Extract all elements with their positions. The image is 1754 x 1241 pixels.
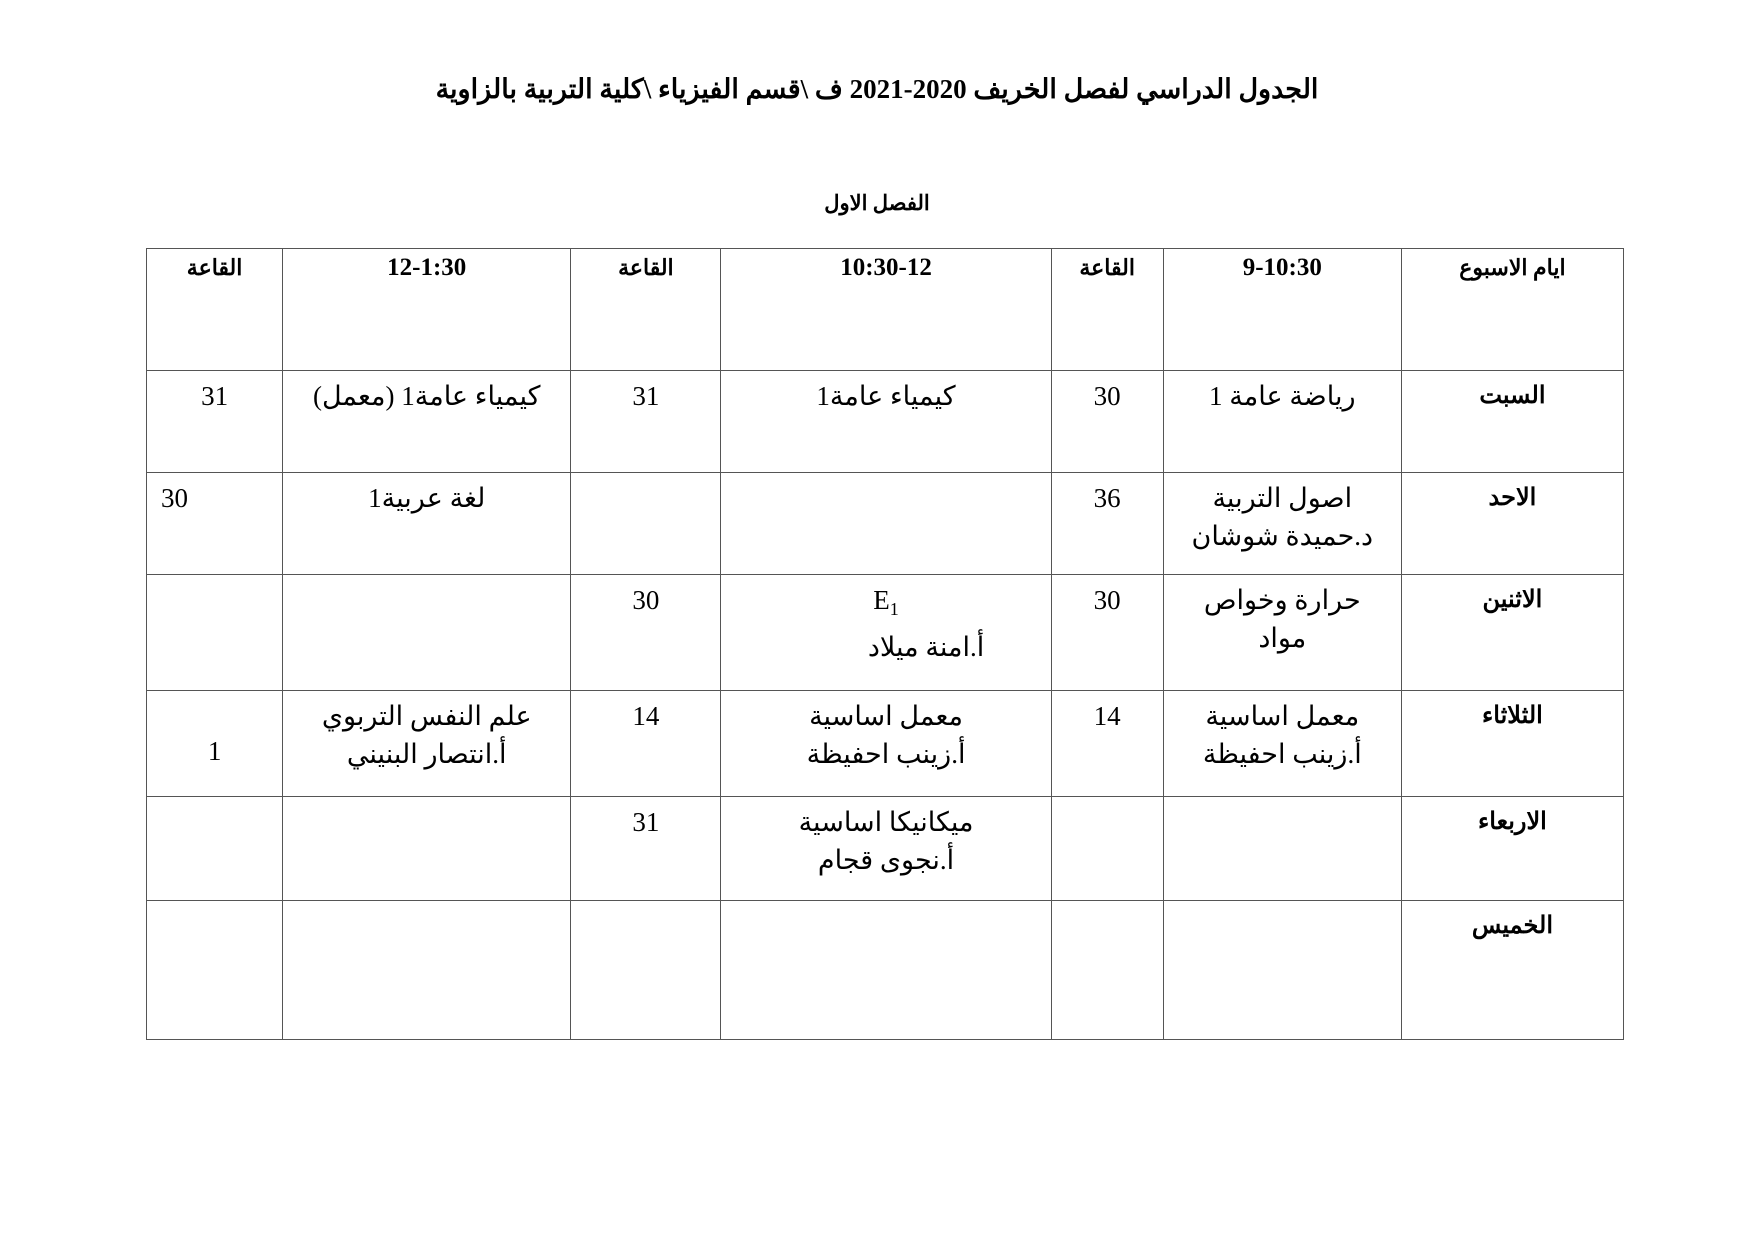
room-cell: 30 [571, 575, 721, 691]
schedule-table [146, 248, 1624, 1040]
course-cell [721, 901, 1051, 1040]
table-row [147, 901, 1624, 1040]
room-cell: 14 [1051, 691, 1163, 797]
course-cell [1163, 901, 1401, 1040]
room-cell [1051, 797, 1163, 901]
course-cell [1163, 797, 1401, 901]
course-cell: علم النفس التربوي أ.انتصار البنيني [283, 691, 571, 797]
room-cell [147, 575, 283, 691]
course-cell: رياضة عامة 1 [1163, 371, 1401, 473]
day-cell: الاربعاء [1401, 797, 1623, 901]
course-cell: ميكانيكا اساسية أ.نجوى قجام [721, 797, 1051, 901]
header-row [147, 249, 1624, 371]
room-cell [147, 901, 283, 1040]
room-cell: 14 [571, 691, 721, 797]
course-cell [283, 797, 571, 901]
course-code: $E_1$ [873, 585, 899, 619]
table-row [147, 797, 1624, 901]
day-cell: الاحد [1401, 473, 1623, 575]
course-cell: معمل اساسية أ.زينب احفيظة [1163, 691, 1401, 797]
semester-title: الفصل الاول [824, 191, 930, 215]
header-slot-1: 9-10:30 [1163, 249, 1401, 371]
course-cell: لغة عربية1 [283, 473, 571, 575]
day-cell: الخميس [1401, 901, 1623, 1040]
document-title: الجدول الدراسي لفصل الخريف 2020-2021 ف \قسم الفيزياء \كلية التربية بالزاوية [435, 74, 1319, 104]
course-cell: كيمياء عامة1 (معمل) [283, 371, 571, 473]
header-room-2: القاعة [571, 249, 721, 371]
room-cell: 31 [571, 371, 721, 473]
room-cell: 31 [147, 371, 283, 473]
course-cell: معمل اساسية أ.زينب احفيظة [721, 691, 1051, 797]
room-cell [571, 901, 721, 1040]
course-cell: اصول التربية د.حميدة شوشان [1163, 473, 1401, 575]
header-room-1: القاعة [1051, 249, 1163, 371]
day-cell: السبت [1401, 371, 1623, 473]
course-cell: $E_1$ أ.امنة ميلاد [721, 575, 1051, 691]
day-cell: الثلاثاء [1401, 691, 1623, 797]
table-row [147, 691, 1624, 797]
room-cell: 36 [1051, 473, 1163, 575]
room-cell: 30 [1051, 371, 1163, 473]
header-days: ايام الاسبوع [1401, 249, 1623, 371]
room-cell: 30 [1051, 575, 1163, 691]
table-row [147, 473, 1624, 575]
course-cell [283, 901, 571, 1040]
header-slot-3: 12-1:30 [283, 249, 571, 371]
table-row [147, 575, 1624, 691]
course-cell [283, 575, 571, 691]
course-cell: حرارة وخواص مواد [1163, 575, 1401, 691]
room-cell: 30 [147, 473, 283, 575]
room-cell [147, 797, 283, 901]
header-slot-2: 10:30-12 [721, 249, 1051, 371]
room-cell: 31 [571, 797, 721, 901]
course-cell [721, 473, 1051, 575]
room-cell [1051, 901, 1163, 1040]
table-row [147, 371, 1624, 473]
room-cell: 1 [147, 691, 283, 797]
header-room-3: القاعة [147, 249, 283, 371]
day-cell: الاثنين [1401, 575, 1623, 691]
room-cell [571, 473, 721, 575]
course-cell: كيمياء عامة1 [721, 371, 1051, 473]
